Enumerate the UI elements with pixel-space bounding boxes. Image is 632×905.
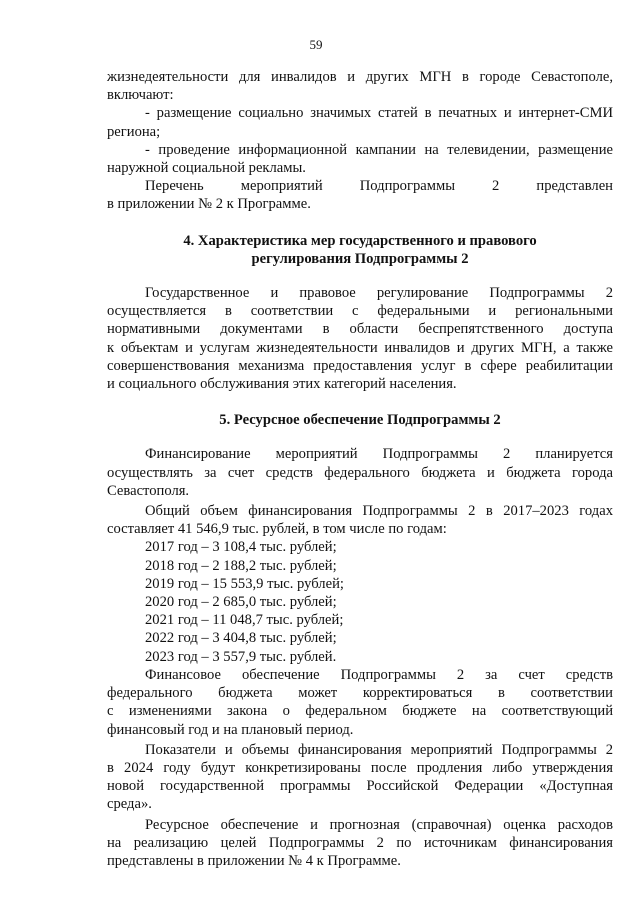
year-item: 2019 год – 15 553,9 тыс. рублей; xyxy=(145,575,344,592)
heading-line: 4. Характеристика мер государственного и правового xyxy=(183,232,537,249)
page-content xyxy=(107,68,613,870)
text-line: Государственное и правовое регулирование Подпрограммы 2 xyxy=(145,285,613,302)
heading-line: регулирования Подпрограммы 2 xyxy=(251,250,469,267)
text-line: в 2024 году будут конкретизированы после продления либо утверждения xyxy=(107,759,613,776)
year-item: 2021 год – 11 048,7 тыс. рублей; xyxy=(145,612,344,629)
text-line: составляет 41 546,9 тыс. рублей, в том числе по годам: xyxy=(107,521,447,538)
text-line: Общий объем финансирования Подпрограммы 2 в 2017–2023 годах xyxy=(145,503,613,520)
text-line: региона; xyxy=(107,123,161,140)
text-line: Финансирование мероприятий Подпрограммы 2 планируется xyxy=(145,446,613,463)
page-number: 59 xyxy=(309,37,323,52)
text-line: финансовый год и на плановый период. xyxy=(107,721,354,738)
year-item: 2017 год – 3 108,4 тыс. рублей; xyxy=(145,539,337,556)
text-line: и социального обслуживания этих категорий населения. xyxy=(107,376,457,393)
text-line: к объектам и услугам жизнедеятельности инвалидов и других МГН, а также xyxy=(107,339,613,356)
list-item: - проведение информационной кампании на телевидении, размещение xyxy=(145,141,613,158)
year-item: 2022 год – 3 404,8 тыс. рублей; xyxy=(145,630,337,647)
text-line: Севастополя. xyxy=(107,482,190,499)
year-item: 2018 год – 2 188,2 тыс. рублей; xyxy=(145,557,337,574)
text-line: на реализацию целей Подпрограммы 2 по источникам финансирования xyxy=(107,834,613,851)
text-line: новой государственной программы Российской Федерации «Доступная xyxy=(107,778,613,795)
section-5-heading: 5. Ресурсное обеспечение Подпрограммы 2 xyxy=(219,412,501,429)
text-line: осуществлять за счет средств федерального бюджета и бюджета города xyxy=(107,464,613,481)
text-line: федерального бюджета может корректироваться в соответствии xyxy=(107,685,613,702)
text-line: Финансовое обеспечение Подпрограммы 2 за счет средств xyxy=(145,666,613,683)
text-line: представлены в приложении № 4 к Программе. xyxy=(107,852,401,869)
text-line: среда». xyxy=(107,796,152,813)
text-line: включают: xyxy=(107,87,174,104)
text-line: Ресурсное обеспечение и прогнозная (справочная) оценка расходов xyxy=(145,816,613,833)
text-line: осуществляется в соответствии с федеральными и региональными xyxy=(107,303,613,320)
text-line: жизнедеятельности для инвалидов и других МГН в городе Севастополе, xyxy=(107,69,613,85)
text-line: наружной социальной рекламы. xyxy=(107,160,306,177)
text-line: нормативными документами в области беспрепятственного доступа xyxy=(107,321,613,338)
text-line: совершенствования механизма предоставления услуг в сфере реабилитации xyxy=(107,357,613,374)
text-line: Показатели и объемы финансирования мероприятий Подпрограммы 2 xyxy=(145,741,613,758)
list-item: - размещение социально значимых статей в печатных и интернет-СМИ xyxy=(145,105,613,122)
year-item: 2020 год – 2 685,0 тыс. рублей; xyxy=(145,594,337,611)
text-line: в приложении № 2 к Программе. xyxy=(107,196,311,213)
year-item: 2023 год – 3 557,9 тыс. рублей. xyxy=(145,648,337,665)
section-4-heading xyxy=(107,232,613,268)
text-line: с изменениями закона о федеральном бюджете на соответствующий xyxy=(107,703,613,720)
text-line: Перечень мероприятий Подпрограммы 2 представлен xyxy=(145,178,613,195)
